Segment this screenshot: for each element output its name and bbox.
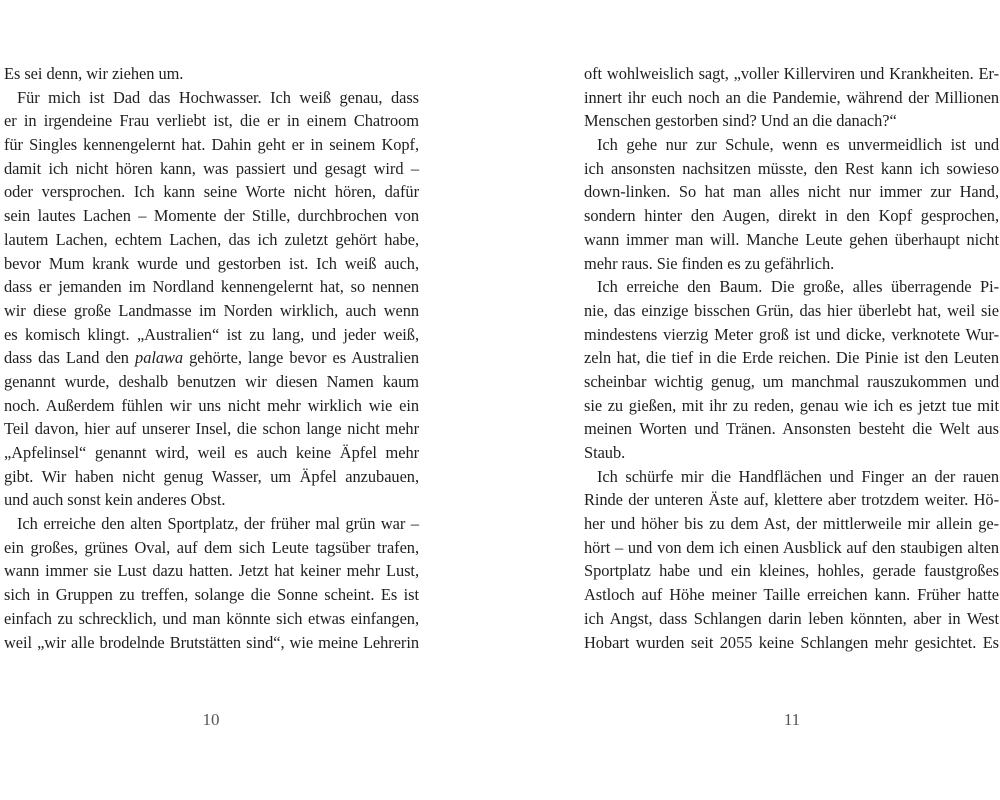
text-line: Für mich ist Dad das Hochwasser. Ich weiß genau, dass (17, 87, 419, 107)
text-line: Menschen gestorben sind? Und an die danach?“ (584, 111, 897, 131)
text-line: Ich erreiche den Baum. Die große, alles überragende Pi- (597, 277, 999, 297)
right-page (500, 0, 1000, 800)
text-line: wir diese große Landmasse im Norden wirklich, auch wenn (4, 300, 419, 320)
text-line: lautem Lachen, echtem Lachen, das ich zuletzt gehört habe, (4, 229, 419, 249)
right-page-text (584, 62, 999, 654)
text-line: Teil davon, hier auf unserer Insel, die schon lange nicht mehr (4, 419, 419, 439)
text-line: noch. Außerdem fühlen wir uns nicht mehr wirklich wie ein (4, 395, 419, 415)
text-line: genannt wurde, deshalb benutzen wir diesen Namen kaum (4, 371, 419, 391)
text-line: meinen Worten und Tränen. Ansonsten besteht die Welt aus (584, 419, 999, 439)
text-line: Ich gehe nur zur Schule, wenn es unvermeidlich ist und (597, 135, 999, 155)
text-segment: gehörte, lange bevor es Australien (183, 348, 419, 368)
text-line: weil „wir alle brodelnde Brutstätten sind“, wie meine Lehrerin (4, 632, 419, 652)
text-line: bevor Mum krank wurde und gestorben ist. Ich weiß auch, (4, 253, 419, 273)
text-line: Rinde der unteren Äste auf, klettere aber trotzdem weiter. Hö- (584, 490, 999, 510)
text-line: down-linken. So hat man alles nicht nur immer zur Hand, (584, 182, 999, 202)
text-line: wann immer man will. Manche Leute gehen überhaupt nicht (584, 229, 999, 249)
text-line (4, 346, 419, 370)
left-page-number: 10 (202, 710, 220, 729)
text-line: „Apfelinsel“ genannt wird, weil es auch keine Äpfel mehr (4, 443, 419, 462)
text-segment: dass das Land den (4, 348, 136, 368)
left-page-text (4, 62, 419, 654)
text-line: einfach zu schrecklich, und man könnte sich etwas einfangen, (4, 608, 419, 628)
text-line: und auch sonst kein anderes Obst. (4, 490, 226, 510)
text-line: Sportplatz habe und ein kleines, hohles, gerade faustgroßes (584, 561, 999, 581)
text-line: ein großes, grünes Oval, auf dem sich Leute tagsüber trafen, (4, 537, 419, 557)
text-line: nie, das einzige bisschen Grün, das hier überlebt hat, weil sie (584, 300, 999, 320)
right-page-number: 11 (783, 710, 801, 729)
text-line: mehr raus. Sie finden es zu gefährlich. (584, 253, 835, 273)
text-line: hört – und von dem ich einen Ausblick auf den staubigen alten (584, 537, 999, 557)
text-line: oder versprochen. Ich kann seine Worte nicht hören, dafür (4, 182, 419, 202)
text-line: für Singles kennengelernt hat. Dahin geht er in seinem Kopf, (4, 135, 419, 155)
text-line: scheinbar wichtig genug, um manchmal rauszukommen und (584, 371, 999, 391)
text-line: sie zu gießen, mit ihr zu reden, genau wie ich es jetzt tue mit (584, 395, 999, 415)
text-line: innert ihr euch noch an die Pandemie, während der Millionen (584, 87, 999, 107)
text-line: Es sei denn, wir ziehen um. (4, 64, 184, 83)
text-line: es komisch klingt. „Australien“ ist zu lang, und jeder weiß, (4, 324, 419, 344)
text-line: er in irgendeine Frau verliebt ist, die er in einem Chatroom (4, 111, 419, 131)
text-line: sein lautes Lachen – Momente der Stille, durchbrochen von (4, 206, 419, 226)
text-line: sich in Gruppen zu treffen, solange die Sonne scheint. Es ist (4, 585, 419, 605)
text-line: Ich schürfe mir die Handflächen und Finger an der rauen (597, 466, 999, 486)
text-line: ich Angst, dass Schlangen darin leben könnten, aber in West (584, 608, 999, 628)
text-line: ich ansonsten nachsitzen müsste, den Rest kann ich sowieso (584, 158, 999, 178)
text-line: wann immer sie Lust dazu hatten. Jetzt hat keiner mehr Lust, (4, 561, 419, 581)
text-line: oft wohlweislich sagt, „voller Killerviren und Krankheiten. Er- (584, 64, 999, 83)
text-line: Staub. (584, 443, 626, 462)
text-line: her und höher bis zu dem Ast, der mittlerweile mir allein ge- (584, 514, 999, 534)
text-line: mindestens vierzig Meter groß ist und dicke, verknotete Wur- (584, 324, 999, 344)
text-line: sondern hinter den Augen, direkt in den Kopf gesprochen, (584, 206, 999, 226)
text-line: dass er jemanden im Nordland kennengelernt hat, so nennen (4, 277, 419, 297)
italic-word: palawa (135, 348, 184, 368)
text-line: damit ich nicht hören kann, was passiert und gesagt wird – (4, 158, 419, 178)
text-line: gibt. Wir haben nicht genug Wasser, um Äpfel anzubauen, (4, 466, 419, 486)
text-line: Astloch auf Höhe meiner Taille erreichen kann. Früher hatte (584, 585, 999, 605)
text-line: Ich erreiche den alten Sportplatz, der früher mal grün war – (17, 514, 419, 534)
text-line: Hobart wurden seit 2055 keine Schlangen mehr gesichtet. Es (584, 632, 999, 652)
text-line: zeln hat, die tief in die Erde reichen. Die Pinie ist den Leuten (584, 348, 999, 368)
